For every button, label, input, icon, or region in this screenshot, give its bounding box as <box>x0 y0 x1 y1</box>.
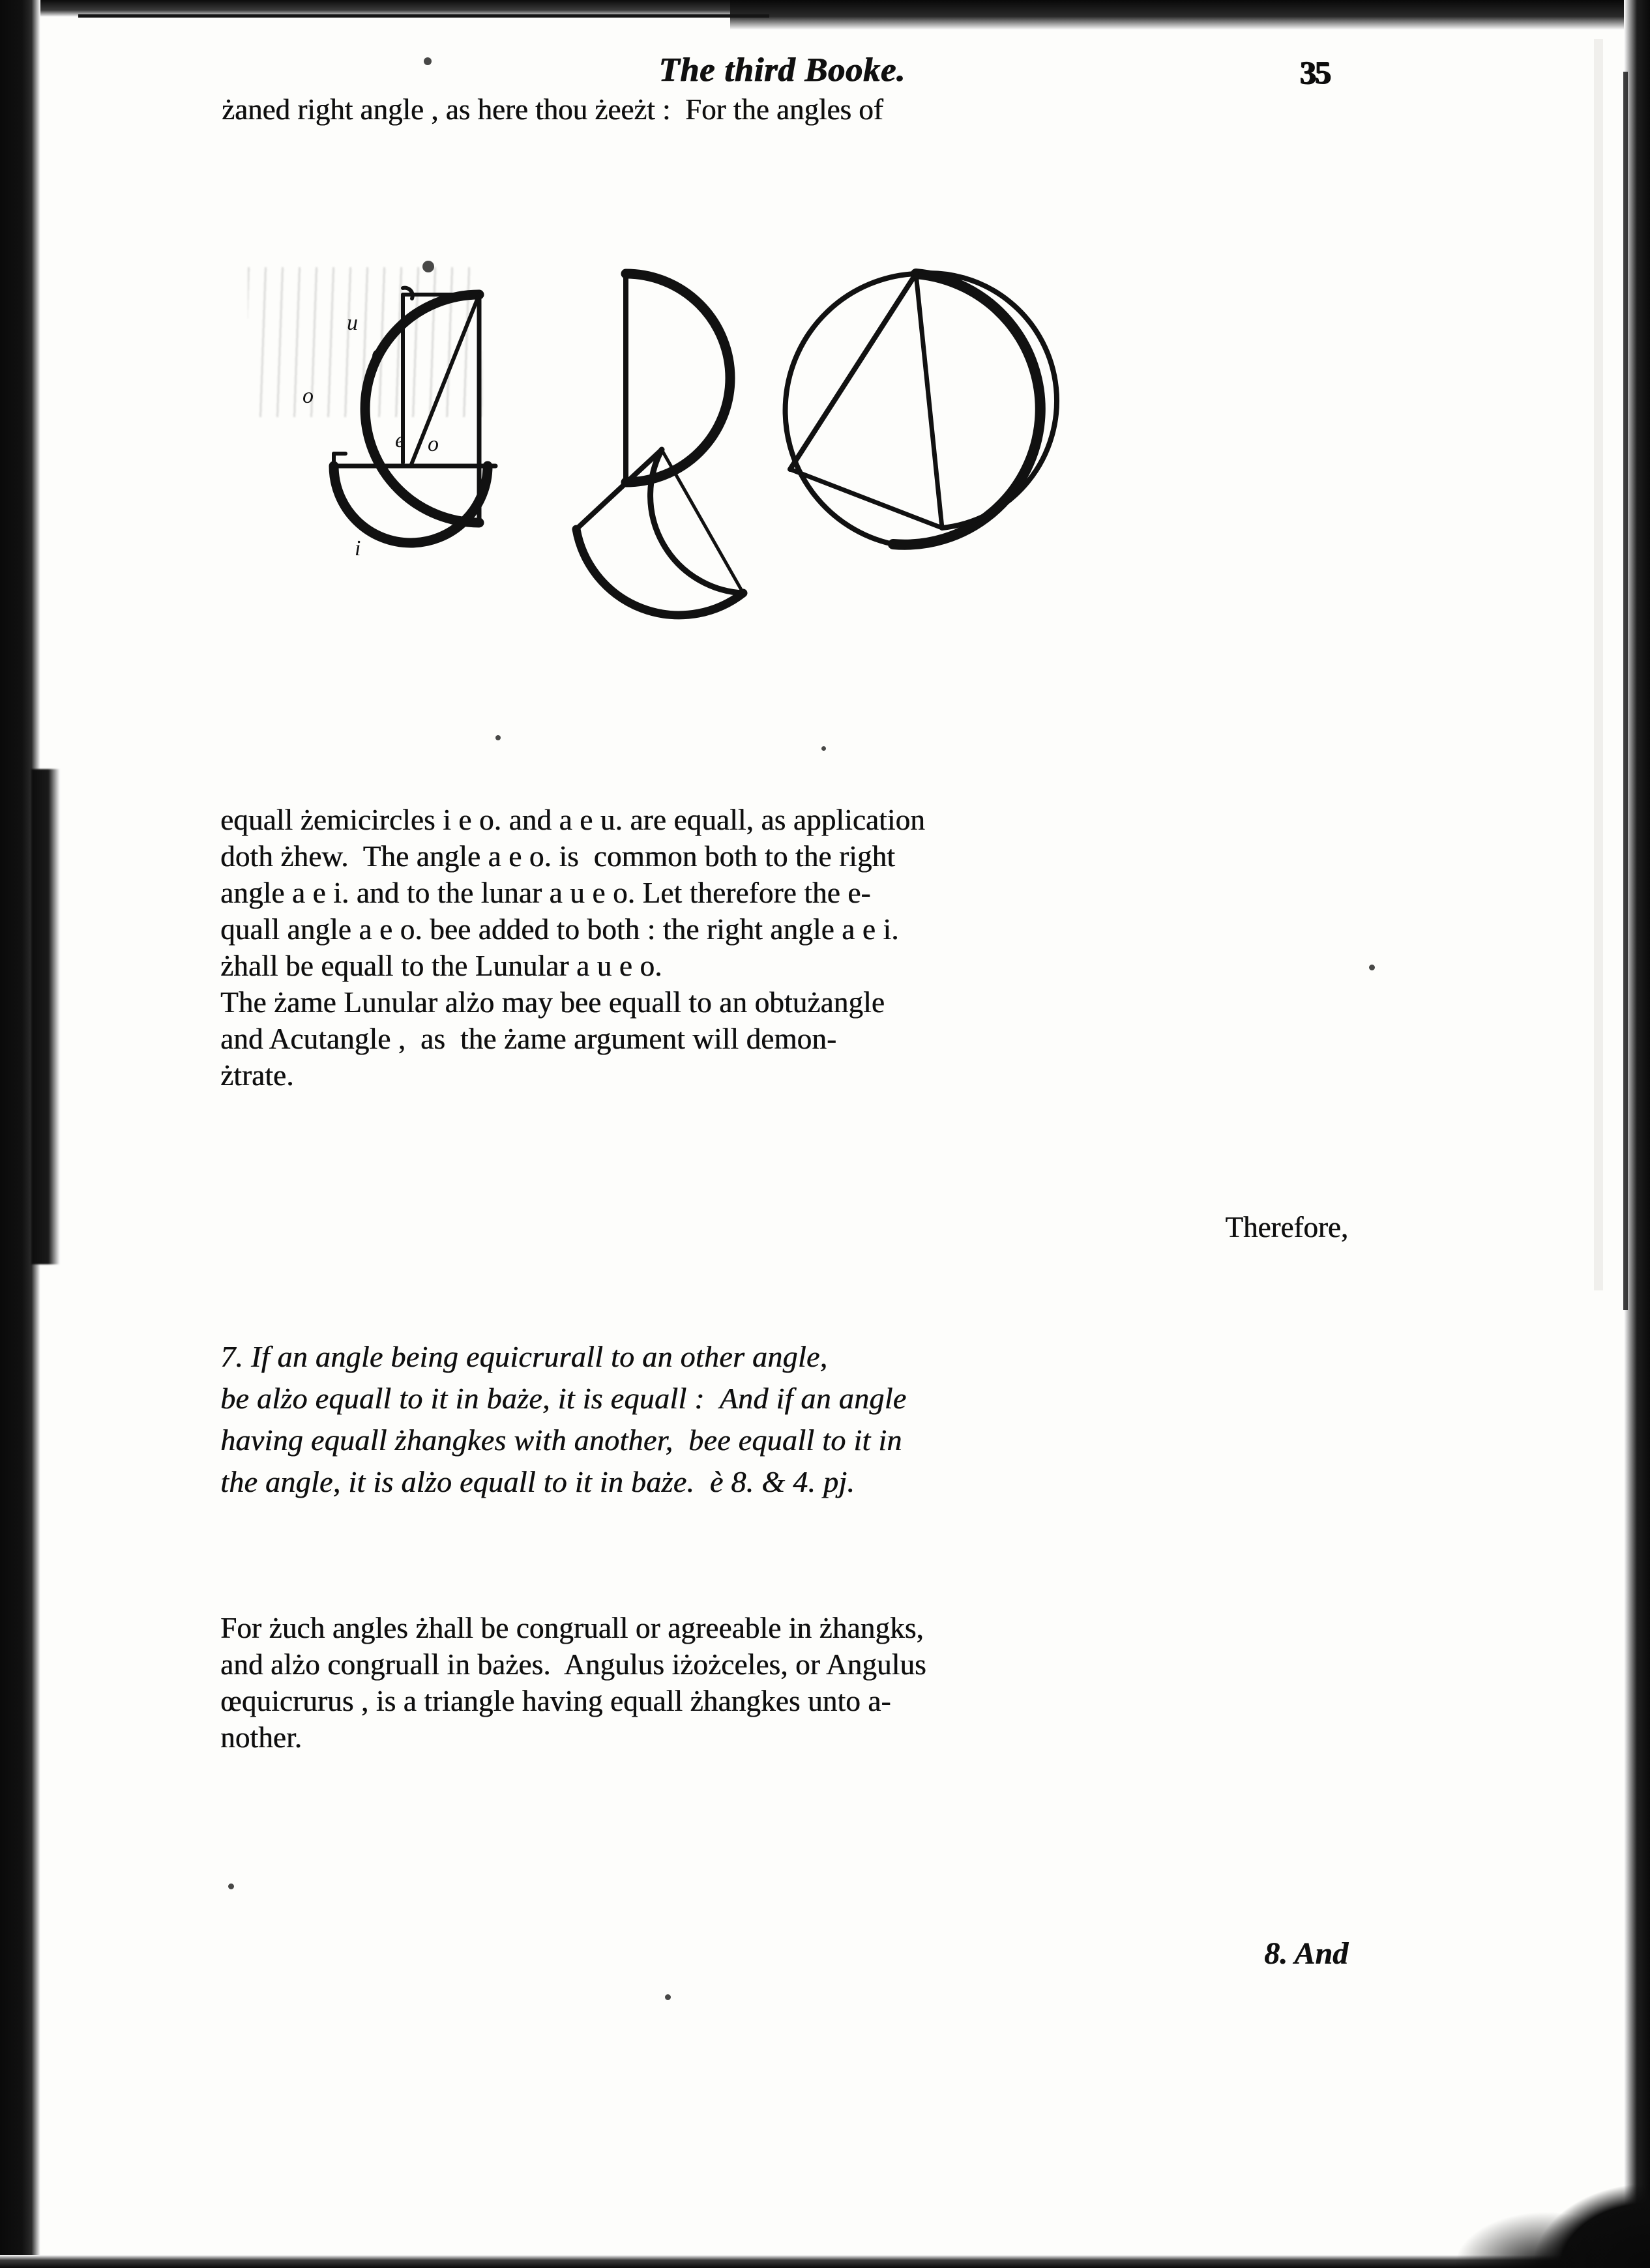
text-line: żhall be equall to the Lunular a u e o. <box>220 950 662 982</box>
scan-top-rule <box>78 14 769 18</box>
text-line: nother. <box>220 1721 302 1754</box>
text-line: angle a e i. and to the lunar a u e o. Let therefore the e- <box>220 877 871 909</box>
geometry-figure <box>235 248 1343 769</box>
scan-corner-blob-secondary <box>1428 2190 1624 2268</box>
paragraph-proof <box>220 802 1348 1094</box>
paragraph-commentary <box>220 1610 1348 1756</box>
text-line: œquicrurus , is a triangle having equall żhangkes unto a- <box>220 1685 891 1717</box>
scan-right-rule <box>1623 72 1628 1310</box>
therefore-line <box>220 1209 1368 1245</box>
catchword <box>220 1936 1426 1972</box>
scan-edge-top-dark <box>730 0 1650 30</box>
ink-speck <box>665 1994 671 2000</box>
figure-label-i: i <box>355 536 361 560</box>
text-line: equall żemicircles i e o. and a e u. are equall, as application <box>220 804 925 836</box>
text-line: the angle, it is alżo equall to it in baże. è 8. & 4. pj. <box>220 1465 855 1498</box>
text-line: and alżo congruall in bażes. Angulus iżożceles, or Angulus <box>220 1648 926 1681</box>
text-line: 7. If an angle being equicrurall to an other angle, <box>220 1340 828 1373</box>
figure-label-o: o <box>302 384 314 408</box>
proposition-7 <box>220 1336 1348 1503</box>
text-line: 8. And <box>1264 1936 1348 1971</box>
ink-speck <box>228 1883 234 1889</box>
text-line: Therefore, <box>1225 1211 1348 1243</box>
figure-label-o2: o <box>428 432 439 456</box>
running-header <box>215 51 1349 89</box>
scan-edge-left-secondary <box>31 769 60 1264</box>
ink-speck <box>1369 965 1375 970</box>
figure-label-e: e <box>395 428 405 452</box>
text-line: be alżo equall to it in baże, it is equall : And if an angle <box>220 1382 907 1415</box>
figure-label-u: u <box>347 311 358 335</box>
text-line: The żame Lunular alżo may bee equall to an obtużangle <box>220 986 885 1019</box>
text-line: doth żhew. The angle a e o. is common both to the right <box>220 840 895 873</box>
figure-label-a: a <box>372 341 383 365</box>
text-line: For żuch angles żhall be congruall or agreeable in żhangks, <box>220 1612 924 1644</box>
text-line: żaned right angle , as here thou żeeżt : For the angles of <box>222 93 883 126</box>
text-line: quall angle a e o. bee added to both : the right angle a e i. <box>220 913 899 946</box>
text-line: and Acutangle , as the żame argument will demon- <box>220 1023 837 1055</box>
lead-line <box>222 91 1343 128</box>
scan-edge-notch <box>1594 39 1603 1290</box>
text-line: żtrate. <box>220 1059 294 1092</box>
scan-edge-right <box>1624 0 1650 2268</box>
text-line: having equall żhangkes with another, bee equall to it in <box>220 1423 902 1457</box>
running-title: The third Booke. <box>658 51 906 89</box>
page-number: 35 <box>1300 54 1330 91</box>
figure-smudge <box>248 267 482 417</box>
